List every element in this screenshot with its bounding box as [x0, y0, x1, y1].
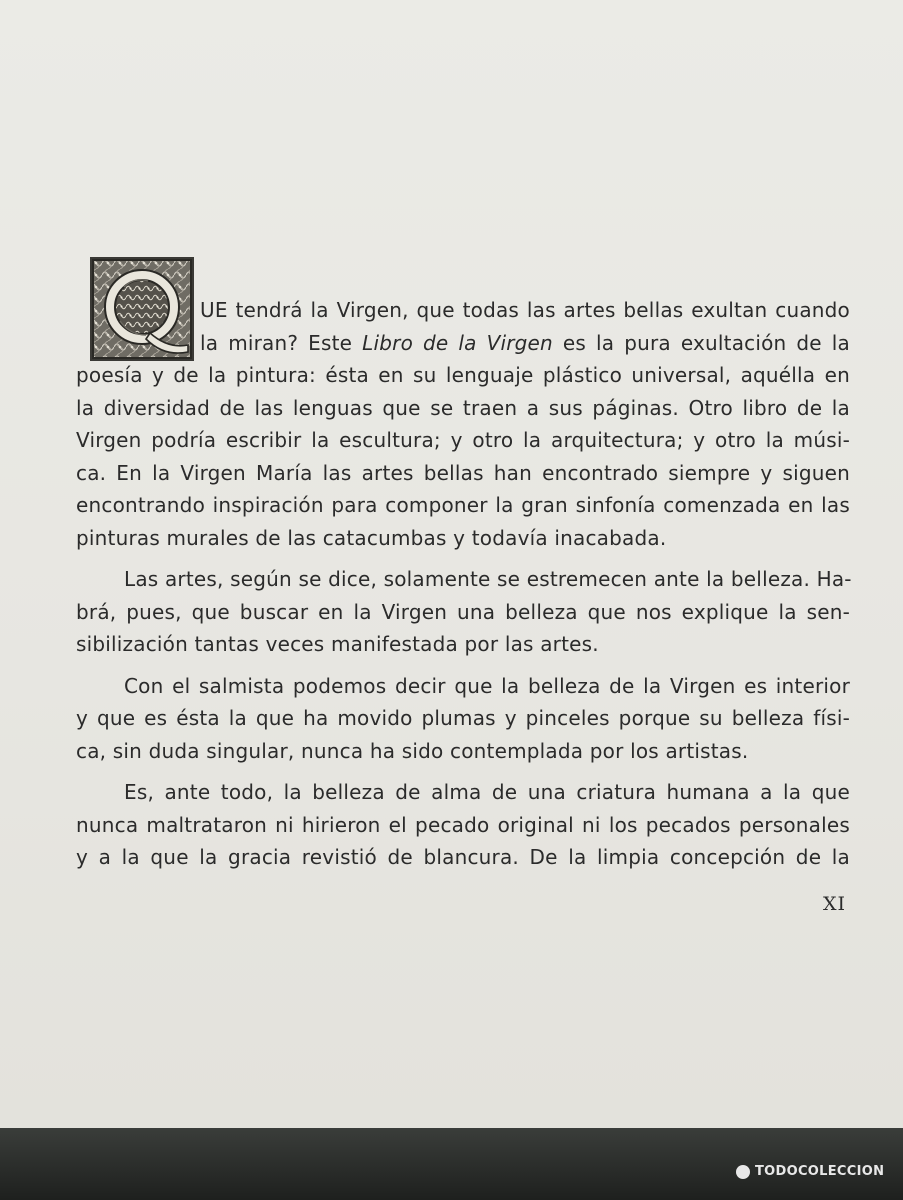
- page-number: XI: [823, 893, 847, 915]
- watermark: [736, 1164, 884, 1179]
- watermark-text: TODOCOLECCION: [755, 1164, 885, 1179]
- text-line: la miran? Este Libro de la Virgen es la pura exultación de la: [200, 330, 850, 355]
- text-line: y que es ésta la que ha movido plumas y pinceles porque su belleza físi-: [76, 706, 850, 730]
- text-line: la diversidad de las lenguas que se traen a sus páginas. Otro libro de la: [76, 395, 850, 420]
- text-line: UE tendrá la Virgen, que todas las artes bellas exultan cuando: [200, 298, 850, 322]
- text-line: brá, pues, que buscar en la Virgen una belleza que nos explique la sen-: [76, 599, 850, 624]
- text-line: ca. En la Virgen María las artes bellas han encontrado siempre y siguen: [76, 460, 850, 485]
- book-title-italic: Libro de la Virgen: [362, 330, 553, 355]
- text-line: sibilización tantas veces manifestada por las artes.: [76, 632, 599, 656]
- text-line: Con el salmista podemos decir que la belleza de la Virgen es interior: [124, 673, 850, 698]
- text-line: encontrando inspiración para componer la gran sinfonía comenzada en las: [76, 493, 850, 517]
- text-line: Es, ante todo, la belleza de alma de una criatura humana a la que: [124, 780, 850, 804]
- text-line: nunca maltrataron ni hirieron el pecado original ni los pecados personales: [76, 812, 850, 837]
- text-line: ca, sin duda singular, nunca ha sido contemplada por los artistas.: [76, 738, 749, 763]
- text-line: pinturas murales de las catacumbas y todavía inacabada.: [76, 525, 667, 550]
- text-line: Virgen podría escribir la escultura; y otro la arquitectura; y otro la músi-: [76, 428, 850, 452]
- text-line: y a la que la gracia revistió de blancura. De la limpia concepción de la: [76, 845, 850, 869]
- text-line: poesía y de la pintura: ésta en su lenguaje plástico universal, aquélla en: [76, 363, 850, 387]
- body-text: [76, 294, 850, 874]
- text-line: Las artes, según se dice, solamente se estremecen ante la belleza. Ha-: [124, 567, 852, 591]
- todocoleccion-logo-icon: [736, 1165, 750, 1179]
